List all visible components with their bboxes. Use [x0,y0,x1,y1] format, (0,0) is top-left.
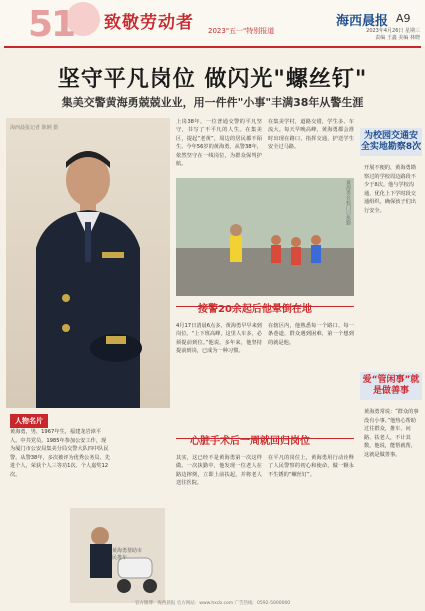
school-photo-caption: 黄海勇在校门口执勤 [345,180,351,225]
profile-tag: 人物名片 [10,414,48,428]
section-title: 致敬劳动者 [104,13,194,33]
sidebar-heading-2: 爱“管闲事”就是做善事 [362,375,420,396]
body-column-5: 其实，这已经不是黄海勇第一次这样做。一次执勤中，他发现一位老人在路边摔倒，立即上前扶起，并将老人送往医院。 [176,455,262,487]
sidebar-heading-1: 为校园交通安全实地勘察8次 [360,131,422,152]
secondary-photo-caption: 黄海勇帮助市民推车 [112,548,143,561]
editor-credit: 责编 王鑫 美编 林晓 [375,35,420,41]
body-column-6: 在平凡的岗位上，黄海勇用行动诠释了人民警察的初心和使命，做一颗永不生锈的“螺丝钉”。 [268,455,354,478]
sidebar-text-2: 黄海勇常说：“群众的事没有小事。”他热心帮助过往群众，推车、问路、扶老人，不计其数。他说，能帮就帮，这就是做善事。 [364,409,419,458]
subhead-2: 心脏手术后一周就回归岗位 [190,436,310,447]
header-divider [4,46,421,48]
page-header [0,0,425,46]
photo-caption: 海西晨报记者 陈俐 摄 [10,125,59,131]
issue-date: 2023年4月26日 星期三 [366,28,420,34]
body-column-1: 上岗38年，一位普通交警的平凡坚守，书写了不平凡的人生。在集美区，提起“老黄”，周边的居民都不陌生。今年56岁的黄海勇，从警38年，依然坚守在一线岗位，为群众保驾护航。 [176,119,262,168]
newspaper-brand: 海西晨报 [336,14,389,29]
body-column-4: 在辖区内，他熟悉每一个路口、每一条巷道，群众遇到困难，第一个想到的就是他。 [268,323,354,346]
header-meta [342,28,420,42]
sidebar-text-1: 开展不便的，黄海勇勘察过的学校周边路段不少于8次。他与学校沟通，优化上下学时段交通组织，确保孩子们出行安全。 [364,165,416,214]
profile-bio: 黄海勇，男，1967年生，福建龙岩漳平人。中共党员。1985年参加公安工作，现为厦门市公安局集美分局交警大队四中队民警。从警38年，多次被评为优秀公务员、先进个人，荣获个人三等功1次、个人嘉奖12次。 [10,429,110,478]
page-number: A9 [396,12,411,25]
body-column-2: 在集美学村，道路交错，学生多、车流大。每天早晚高峰，黄海勇都会准时出现在路口，指挥交通，护送学生安全过马路。 [268,119,354,151]
school-gate-photo [176,178,354,296]
body-column-3: 4月17日清晨6点多，黄海勇早早来到岗位。“上下班高峰，这里人车多，必须提前到位。”他说。多年来，他坚持提前到岗，已成为一种习惯。 [176,323,262,355]
police-officer-illustration [6,118,170,408]
page-footer: 官方微博：海西晨报 官方网站：www.hxcb.com 广告热线：0592-5000000 [134,601,291,606]
sub-headline: 集美交警黄海勇兢兢业业，用一件件"小事"丰满38年从警生涯 [61,96,364,109]
portrait-photo [6,118,170,408]
school-crossing-illustration [176,178,354,296]
header-number: 51 [28,4,75,45]
section-subtitle: 2023"五一"特别报道 [208,27,275,35]
main-headline: 坚守平凡岗位 做闪光"螺丝钉" [57,66,368,92]
subhead-1: 接警20余起后他晕倒在地 [198,304,312,315]
